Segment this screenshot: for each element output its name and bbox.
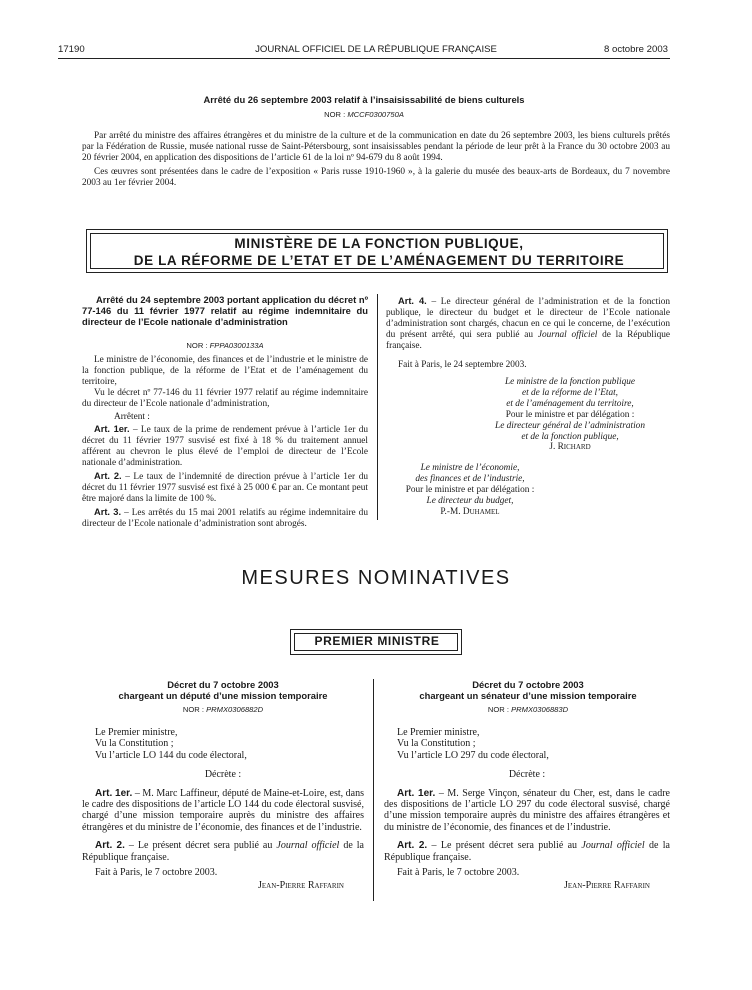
column-divider [373,679,374,901]
paragraph: Par arrêté du ministre des affaires étrangères et du ministre de la culture et de la communication en date du 26 septembre 2003, les biens culturels prêtés par la Fédération de Russie, musée national russe de Saint-Pétersbourg, sont insaisissables pendant la période de leur prêt à la France du 30 octobre 2003 au 20 février 2004, en application des dispositions de l’article 61 de la loi nº 94-679 du 8 août 1994. [82,131,670,163]
signatory-name: Jean-Pierre Raffarin [564,880,650,892]
decret-right-body: Le Premier ministre, Vu la Constitution ; Vu l’article LO 297 du code électoral, Décrète : Art. 1er. – M. Serge Vinçon, sénateur du Cher, est, dans le cadre des dispositions de l’article LO 297 du code électoral susvisé, chargé d’une mission temporaire auprès du ministre des affaires étrangères et du ministre de l’économie, des finances et de l’industrie. Art. 2. – Le présent décret sera publié au Journal officiel de la République française. Fait à Paris, le 7 octobre 2003. Jean-Pierre Raffarin [384,727,670,892]
arrete-biens-nor: NOR : MCCF0300750A [324,110,404,119]
article-4: Art. 4. – Le directeur général de l’administration et de la fonction publique, le directeur du budget et le directeur de l’Ecole nationale d’administration sont chargés, chacun en ce qui le concerne, de l’exécution du présent arrêté, qui sera publié au Journal officiel de la République française. [386,296,670,351]
article-1: Art. 1er. – M. Marc Laffineur, député de Maine-et-Loire, est, dans le cadre des dispositions de l’article LO 144 du code électoral susvisé, chargé d’une mission temporaire auprès du ministre des affaires étrangères et du ministre de l’économie, des finances et de l’industrie. [82,787,364,833]
signatory-name: Jean-Pierre Raffarin [258,880,344,892]
ministere-heading: MINISTÈRE DE LA FONCTION PUBLIQUE, DE LA RÉFORME DE L’ETAT ET DE L’AMÉNAGEMENT DU TERRITOIRE [133,236,625,268]
mesures-nominatives-heading: MESURES NOMINATIVES [241,567,511,589]
arrete-ena-nor: NOR : FPPA0300133A [186,341,264,350]
decret-left-body: Le Premier ministre, Vu la Constitution ; Vu l’article LO 144 du code électoral, Décrète : Art. 1er. – M. Marc Laffineur, député de Maine-et-Loire, est, dans le cadre des dispositions de l’article LO 144 du code électoral susvisé, chargé d’une mission temporaire auprès du ministre des affaires étrangères et du ministre de l’économie, des finances et de l’industrie. Art. 2. – Le présent décret sera publié au Journal officiel de la République française. Fait à Paris, le 7 octobre 2003. Jean-Pierre Raffarin [82,727,364,892]
header-rule [58,58,670,59]
arrete-biens-title: Arrêté du 26 septembre 2003 relatif à l’insaisissabilité de biens culturels [203,94,525,105]
fait-a-paris: Fait à Paris, le 24 septembre 2003. [398,359,527,370]
journal-title: JOURNAL OFFICIEL DE LA RÉPUBLIQUE FRANÇAISE [255,44,497,55]
article-2: Art. 2. – Le taux de l’indemnité de direction prévue à l’article 1er du décret du 11 février 1977 susvisé est fixé à 25 000 € par an. Ce montant peut être majoré dans la limite de 100 %. [82,471,368,504]
paragraph: Ces œuvres sont présentées dans le cadre de l’exposition « Paris russe 1910-1960 », à la galerie du musée des beaux-arts de Bordeaux, du 7 novembre 2003 au 1er février 2004. [82,166,670,188]
article-2: Art. 2. – Le présent décret sera publié au Journal officiel de la République française. [82,840,364,863]
paragraph: Vu le décret nº 77-146 du 11 février 1977 relatif au régime indemnitaire du directeur de l’Ecole nationale d’administration, [82,387,368,409]
premier-ministre-heading: PREMIER MINISTRE [314,634,440,648]
arrete-biens-body [82,131,670,189]
signature-block-economie: Le ministre de l’économie, des finances et de l’industrie, Pour le ministre et par délégation : Le directeur du budget, P.-M. Duhamel [380,463,560,518]
issue-date: 8 octobre 2003 [603,44,668,55]
article-1: Art. 1er. – Le taux de la prime de rendement prévue à l’article 1er du décret du 11 février 1977 susvisé est fixé à 18 % du traitement annuel afférent au chevron le plus élevé de l’emploi de directeur de l’Ecole nationale d’administration. [82,424,368,469]
article-2: Art. 2. – Le présent décret sera publié au Journal officiel de la République française. [384,840,670,863]
column-divider [377,294,378,520]
decret-left-nor: NOR : PRMX0306882D [182,705,264,714]
page-number: 17190 [58,44,85,55]
arrete-ena-body-right [386,296,670,370]
article-1: Art. 1er. – M. Serge Vinçon, sénateur du Cher, est, dans le cadre des dispositions de l’article LO 297 du code électoral susvisé, chargé d’une mission temporaire auprès du ministre des affaires étrangères et du ministre de l’économie, des finances et de l’industrie. [384,787,670,833]
signatory-name: J. Richard [549,442,591,453]
decret-left-title: Décret du 7 octobre 2003 chargeant un député d’une mission temporaire [118,679,328,701]
signatory-name: P.-M. Duhamel [440,506,500,517]
arrete-ena-body [82,355,368,530]
decret-right-title: Décret du 7 octobre 2003 chargeant un sénateur d’une mission temporaire [419,679,637,701]
article-3: Art. 3. – Les arrêtés du 15 mai 2001 relatifs au régime indemnitaire du directeur de l’Ecole nationale d’administration sont abrogés. [82,506,368,529]
paragraph: Le ministre de l’économie, des finances et de l’industrie et le ministre de la fonction publique, de la réforme de l’Etat et de l’aménagement du territoire, [82,355,368,387]
decret-right-nor: NOR : PRMX0306883D [487,705,569,714]
signature-block-fonction-publique: Le ministre de la fonction publique et de la réforme de l’Etat, et de l’aménagement du territoire, Pour le ministre et par délégation : Le directeur général de l’administration et de la fonction publique, J. Richard [472,377,668,453]
arretent: Arrêtent : [114,411,150,422]
arrete-ena-title: Arrêté du 24 septembre 2003 portant application du décret nº 77-146 du 11 février 1977 relatif au régime indemnitaire du directeur de l’Ecole nationale d’administration [82,294,368,327]
